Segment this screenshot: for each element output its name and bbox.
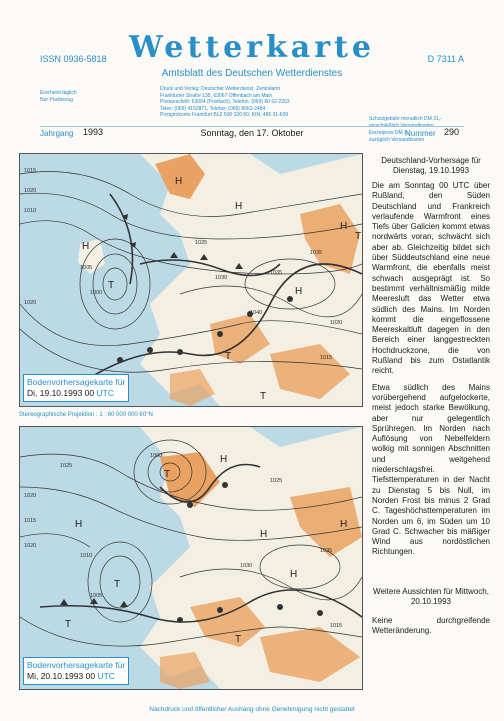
svg-text:1000: 1000 [150,453,163,459]
svg-text:1025: 1025 [195,240,208,246]
svg-text:1010: 1010 [80,553,93,559]
svg-text:H: H [340,221,348,232]
svg-text:1035: 1035 [320,548,333,554]
map2-caption: Bodenvorhersagekarte für Mi, 20.10.1993 00 UTC [23,657,129,685]
svg-text:1040: 1040 [250,310,263,316]
svg-text:1025: 1025 [60,463,73,469]
jahrgang-label: Jahrgang [40,129,74,138]
price-note: Schutzgebühr monatlich DM 31,- einschließlich Versandkosten Einzelpreis DM 1,- zuzüglich Versandkosten [369,116,442,143]
jahrgang-value: 1993 [83,127,104,137]
low-pressure-symbol: T [108,280,115,291]
svg-text:T: T [355,231,362,242]
svg-text:1015: 1015 [24,168,37,174]
svg-text:1020: 1020 [24,300,37,306]
svg-text:1015: 1015 [24,518,37,524]
svg-text:1015: 1015 [320,355,333,361]
forecast-paragraph: Etwa südlich des Mains vorübergehend aufgelockerte, meist jedoch starke Bewölkung, aber nur gelegentlich Sprühregen. Im Norden nach Auflösung von Nebelfeldern wolkig mit sonnigen Abschnitten und weitgehend niederschlagsfrei. Tiefsttemperaturen in der Nacht zu Dienstag 5 bis Null, im Norden Frost bis minus 2 Grad C. Tageshöchsttemperaturen im Norden um 6, im Süden um 10 Grad C. Schwacher bis mäßiger Wind aus nordöstlichen Richtungen. [372,382,490,557]
high-pressure-symbol: H [175,176,183,187]
masthead-subtitle: Amtsblatt des Deutschen Wetterdienstes [161,68,343,79]
svg-text:1035: 1035 [270,270,283,276]
publication-note: Erscheint täglich Nur Postbezug [40,90,77,103]
svg-text:H: H [220,454,228,465]
svg-text:1005: 1005 [80,265,93,271]
svg-text:T: T [225,351,232,362]
svg-text:H: H [290,569,298,580]
projection-note: Stereographische Projektion : 1 : 60 000 000 60°N [19,412,153,418]
svg-text:H: H [295,286,303,297]
svg-text:H: H [260,529,268,540]
svg-text:T: T [65,619,72,630]
svg-text:1020: 1020 [24,543,37,549]
svg-text:1030: 1030 [215,275,228,281]
svg-text:1020: 1020 [330,320,343,326]
issn-number: ISSN 0936-5818 [40,54,107,64]
issue-date: Sonntag, den 17. Oktober [200,128,304,138]
weather-map-graphic [20,427,362,689]
svg-text:1000: 1000 [90,290,103,296]
nummer-value: 290 [444,127,460,137]
svg-text:H: H [82,241,90,252]
svg-text:H: H [75,519,83,530]
svg-text:1030: 1030 [240,563,253,569]
weather-map-graphic [20,154,362,406]
svg-text:1020: 1020 [24,188,37,194]
svg-text:T: T [235,634,242,645]
svg-text:1005: 1005 [90,593,103,599]
svg-text:1010: 1010 [24,208,37,214]
svg-text:H: H [340,519,348,530]
svg-text:1020: 1020 [24,493,37,499]
forecast-title: Deutschland-Vorhersage für Dienstag, 19.10.1993 [381,156,481,175]
svg-text:T: T [164,469,171,480]
outlook-title: Weitere Aussichten für Mittwoch, 20.10.1993 [373,587,489,606]
forecast-map-tuesday [19,153,363,407]
svg-text:T: T [114,579,121,590]
nummer-label: Nummer [405,129,436,138]
masthead-title: Wetterkarte [129,30,375,65]
outlook-text: Keine durchgreifende Wetteränderung. [372,616,490,635]
map1-caption: Bodenvorhersagekarte für Di, 19.10.1993 00 UTC [23,374,129,402]
forecast-text [372,181,490,564]
publisher-info: Druck und Verlag: Deutscher Wetterdienst, Zentralamt Frankfurter Straße 135, 63067 Offenbach am Main Postanschrift: 63004 (Postfach), Telefon: (069) 80 62-2263 Telex: (069) 4152871, Telefax: (069) 8062-2484 Postgirokonto Frankfurt BLZ 500 100 60, KtN. 486 31-609 [160,86,290,118]
svg-text:1035: 1035 [310,250,323,256]
postal-number: D 7311 A [427,54,464,64]
forecast-paragraph: Die am Sonntag 00 UTC über Rußland, den Süden Deutschland und Frankreich verlaufende Warmfront eines Tiefs über Galicien kommt etwas nordwärts voran, schwächt sich aber ab. Gleichzeitig bildet sich über Süddeutschland eine neue Warmfront, die ebenfalls meist schwach ausgeprägt ist. So bestimmt verhältnismäßig milde Meeresluft das Wetter etwa südlich des Mains. Im Norden kommt die eingeflossene Meereskaltluft dagegen in den Bereich einer langgestreckten Hochdruckzone, die von Rußland bis zum Ostatlantik reicht. [372,181,490,376]
svg-text:T: T [260,391,267,402]
svg-text:1025: 1025 [270,478,283,484]
svg-text:H: H [235,201,243,212]
svg-text:1015: 1015 [330,623,343,629]
forecast-map-wednesday [19,426,363,690]
footer-note: Nachdruck und öffentlicher Aushang ohne Genehmigung nicht gestattet [149,706,355,713]
